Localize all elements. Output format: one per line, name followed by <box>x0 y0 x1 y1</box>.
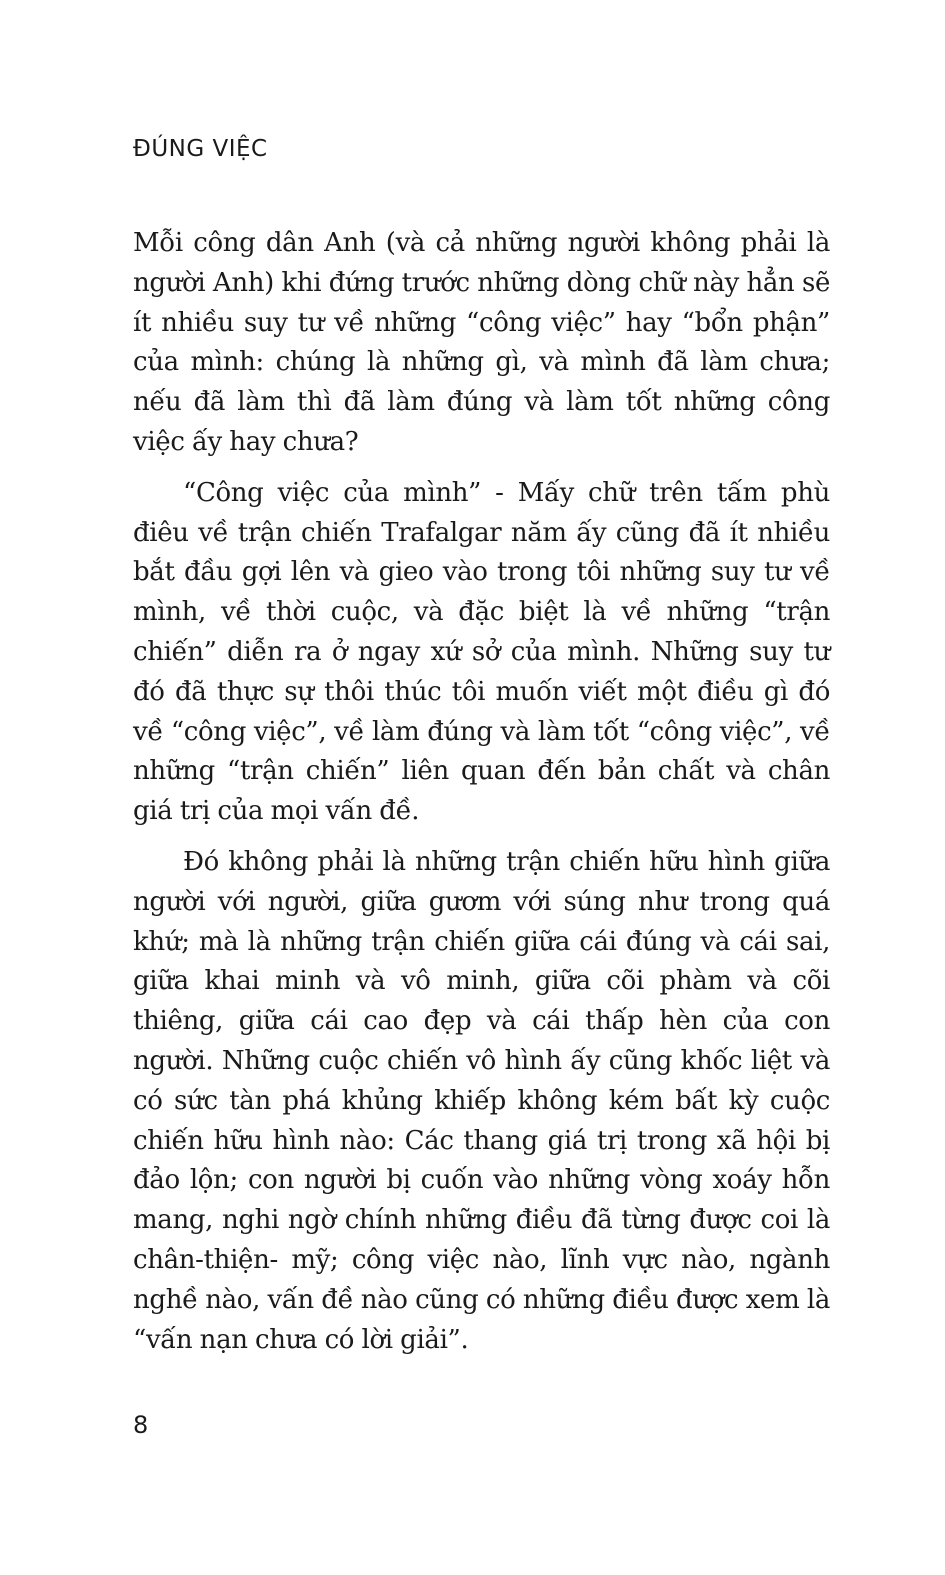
running-header-title: ĐÚNG VIỆC <box>133 136 268 162</box>
paragraph-1: Mỗi công dân Anh (và cả những người không phải là người Anh) khi đứng trước những dòng chữ này hẳn sẽ ít nhiều suy tư về những “công việc” hay “bổn phận” của mình: chúng là những gì, và mình đã làm chưa; nếu đã làm thì đã làm đúng và làm tốt những công việc ấy hay chưa? <box>133 228 830 457</box>
page-number: 8 <box>133 1411 149 1439</box>
paragraph-3: Đó không phải là những trận chiến hữu hình giữa người với người, giữa gươm với súng như trong quá khứ; mà là những trận chiến giữa cái đúng và cái sai, giữa khai minh và vô minh, giữa cõi phàm và cõi thiêng, giữa cái cao đẹp và cái thấp hèn của con người. Những cuộc chiến vô hình ấy cũng khốc liệt và có sức tàn phá khủng khiếp không kém bất kỳ cuộc chiến hữu hình nào: Các thang giá trị trong xã hội bị đảo lộn; con người bị cuốn vào những vòng xoáy hỗn mang, nghi ngờ chính những điều đã từng được coi là chân-thiện- mỹ; công việc nào, lĩnh vực nào, ngành nghề nào, vấn đề nào cũng có những điều được xem là “vấn nạn chưa có lời giải”. <box>133 846 830 1355</box>
paragraph-2: “Công việc của mình” - Mấy chữ trên tấm phù điêu về trận chiến Trafalgar năm ấy cũng đã ít nhiều bắt đầu gợi lên và gieo vào trong tôi những suy tư về mình, về thời cuộc, và đặc biệt là về những “trận chiến” diễn ra ở ngay xứ sở của mình. Những suy tư đó đã thực sự thôi thúc tôi muốn viết một điều gì đó về “công việc”, về làm đúng và làm tốt “công việc”, về những “trận chiến” liên quan đến bản chất và chân giá trị của mọi vấn đề. <box>133 477 830 827</box>
body-text <box>133 224 830 1371</box>
